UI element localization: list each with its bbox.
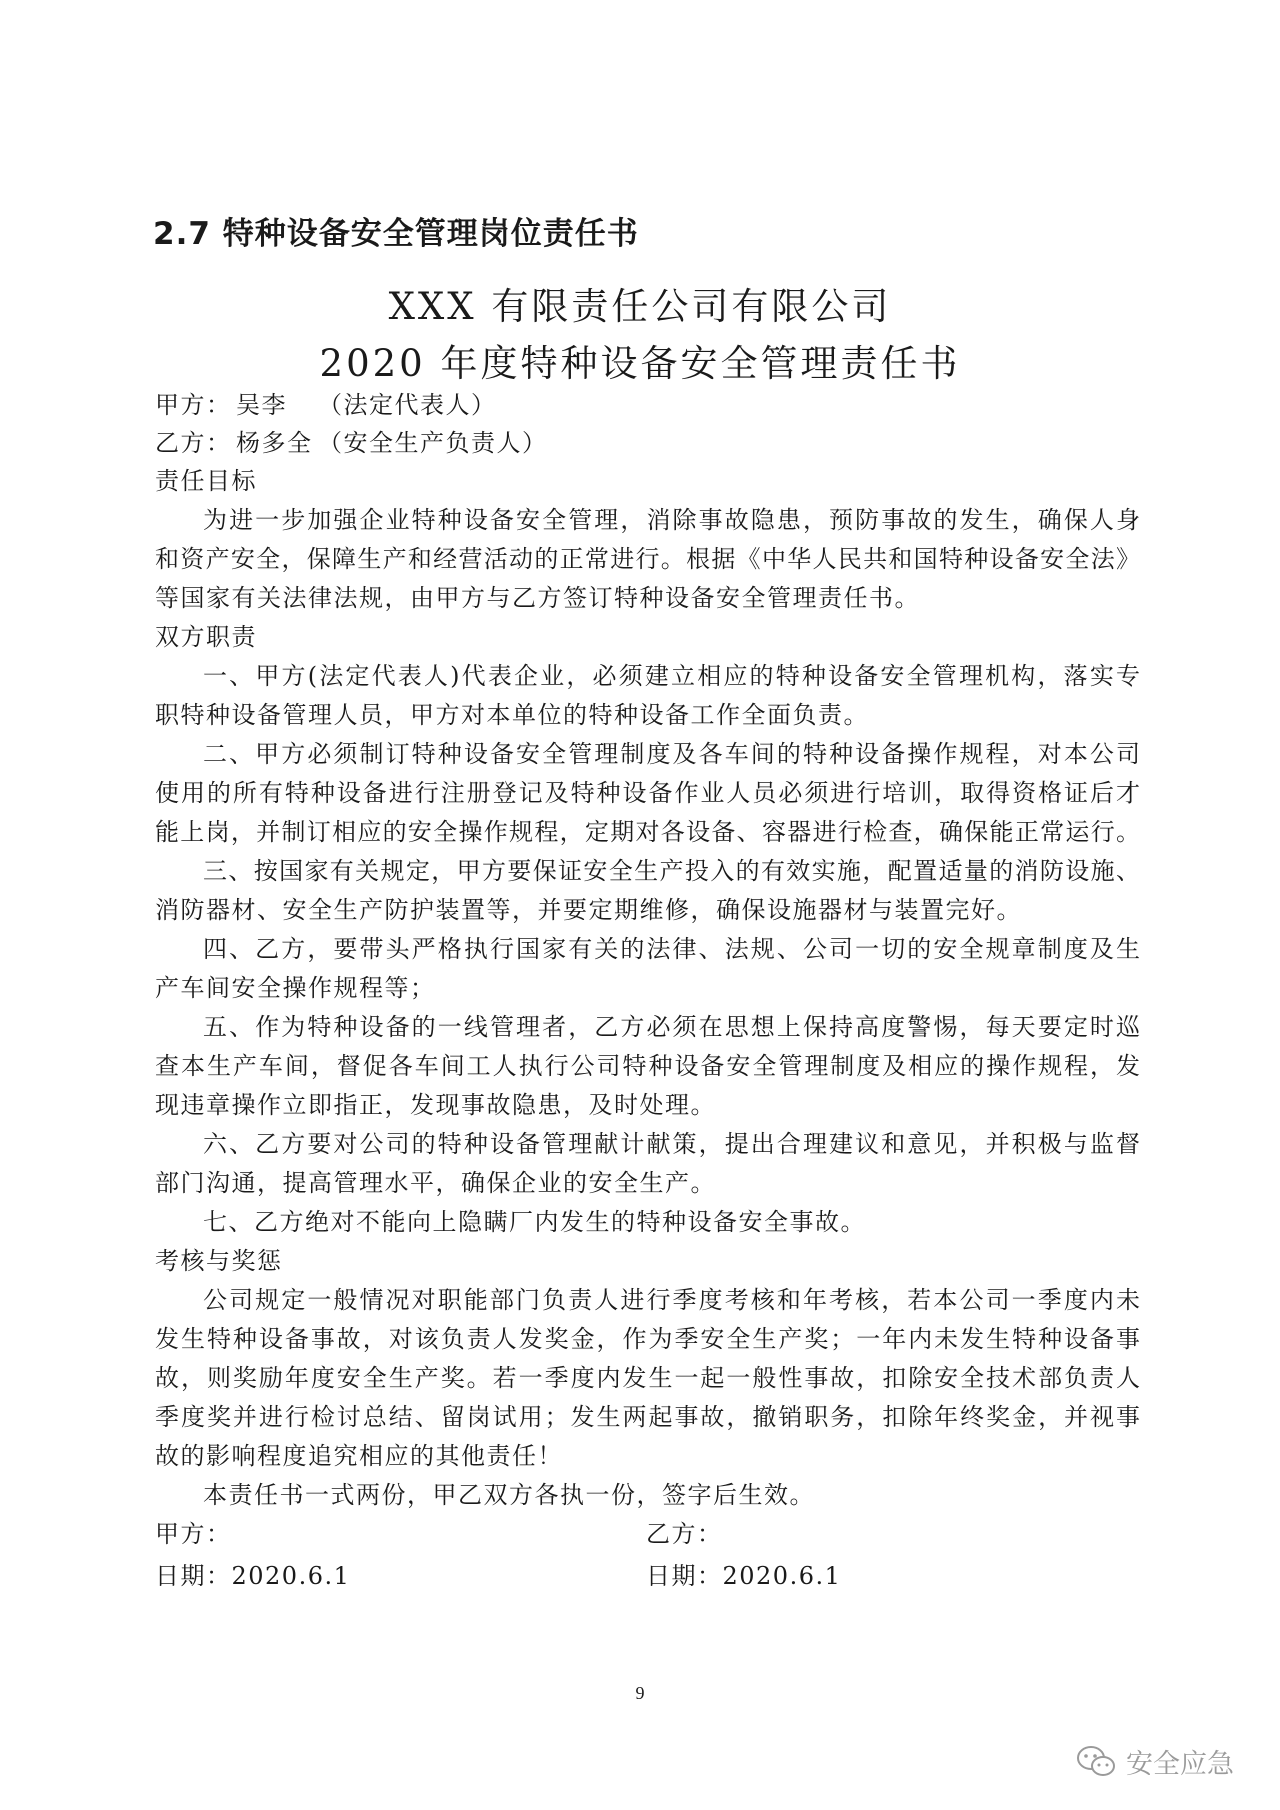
watermark [1076, 1742, 1234, 1781]
section-goal-heading: 责任目标 [155, 467, 257, 495]
paragraph-line: 故，则奖励年度安全生产奖。若一季度内发生一起一般性事故，扣除安全技术部负责人 [155, 1364, 1140, 1392]
party-b-role: （安全生产负责人） [318, 429, 548, 457]
section-heading: 2.7 特种设备安全管理岗位责任书 [153, 216, 639, 252]
paragraph-line: 产车间安全操作规程等； [155, 974, 436, 1002]
signature-date-a: 日期：2020.6.1 [155, 1562, 351, 1590]
party-b-name: 杨多全 [236, 429, 313, 457]
party-b-line [155, 428, 232, 458]
paragraph-line: 七、乙方绝对不能向上隐瞒厂内发生的特种设备安全事故。 [203, 1208, 866, 1236]
document-title-main: 2020 年度特种设备安全管理责任书 [319, 342, 961, 385]
paragraph-line: 一、甲方(法定代表人)代表企业，必须建立相应的特种设备安全管理机构，落实专 [203, 662, 1140, 690]
page-number: 9 [635, 1683, 645, 1703]
paragraph-line: 和资产安全，保障生产和经营活动的正常进行。根据《中华人民共和国特种设备安全法》 [155, 545, 1140, 573]
signature-date-b: 日期：2020.6.1 [646, 1562, 842, 1590]
paragraph-line: 消防器材、安全生产防护装置等，并要定期维修，确保设施器材与装置完好。 [155, 896, 1022, 924]
paragraph-line: 五、作为特种设备的一线管理者，乙方必须在思想上保持高度警惕，每天要定时巡 [203, 1013, 1140, 1041]
party-a-name: 吴李 [236, 391, 287, 419]
paragraph-line: 等国家有关法律法规，由甲方与乙方签订特种设备安全管理责任书。 [155, 584, 920, 612]
paragraph-line: 六、乙方要对公司的特种设备管理献计献策，提出合理建议和意见，并积极与监督 [203, 1130, 1140, 1158]
watermark-text: 安全应急 [1126, 1749, 1234, 1780]
party-a-line [155, 390, 232, 420]
party-b-label: 乙方： [155, 429, 232, 457]
paragraph-line: 现违章操作立即指正，发现事故隐患，及时处理。 [155, 1091, 716, 1119]
paragraph-line: 公司规定一般情况对职能部门负责人进行季度考核和年考核，若本公司一季度内未 [203, 1286, 1140, 1314]
signature-party-a-label: 甲方： [155, 1520, 232, 1548]
paragraph-line: 能上岗，并制订相应的安全操作规程，定期对各设备、容器进行检查，确保能正常运行。 [155, 818, 1140, 846]
section-duties-heading: 双方职责 [155, 623, 257, 651]
paragraph-line: 职特种设备管理人员，甲方对本单位的特种设备工作全面负责。 [155, 701, 869, 729]
paragraph-line: 查本生产车间，督促各车间工人执行公司特种设备安全管理制度及相应的操作规程，发 [155, 1052, 1140, 1080]
paragraph-line: 使用的所有特种设备进行注册登记及特种设备作业人员必须进行培训，取得资格证后才 [155, 779, 1140, 807]
document-title-company: XXX 有限责任公司有限公司 [388, 285, 892, 328]
party-a-role: （法定代表人） [318, 391, 497, 419]
paragraph-line: 部门沟通，提高管理水平，确保企业的安全生产。 [155, 1169, 716, 1197]
section-assessment-heading: 考核与奖惩 [155, 1247, 283, 1275]
paragraph-line: 发生特种设备事故，对该负责人发奖金，作为季安全生产奖；一年内未发生特种设备事 [155, 1325, 1140, 1353]
signature-party-b-label: 乙方： [646, 1520, 723, 1548]
paragraph-line: 三、按国家有关规定，甲方要保证安全生产投入的有效实施，配置适量的消防设施、 [203, 857, 1140, 885]
wechat-icon [1076, 1745, 1116, 1779]
paragraph-line: 季度奖并进行检讨总结、留岗试用；发生两起事故，撤销职务，扣除年终奖金，并视事 [155, 1403, 1140, 1431]
party-a-label: 甲方： [155, 391, 232, 419]
paragraph-line: 二、甲方必须制订特种设备安全管理制度及各车间的特种设备操作规程，对本公司 [203, 740, 1140, 768]
paragraph-line: 故的影响程度追究相应的其他责任！ [155, 1442, 563, 1470]
paragraph-line: 为进一步加强企业特种设备安全管理，消除事故隐患，预防事故的发生，确保人身 [203, 506, 1140, 534]
paragraph-line: 四、乙方，要带头严格执行国家有关的法律、法规、公司一切的安全规章制度及生 [203, 935, 1140, 963]
paragraph-line: 本责任书一式两份，甲乙双方各执一份，签字后生效。 [203, 1481, 815, 1509]
